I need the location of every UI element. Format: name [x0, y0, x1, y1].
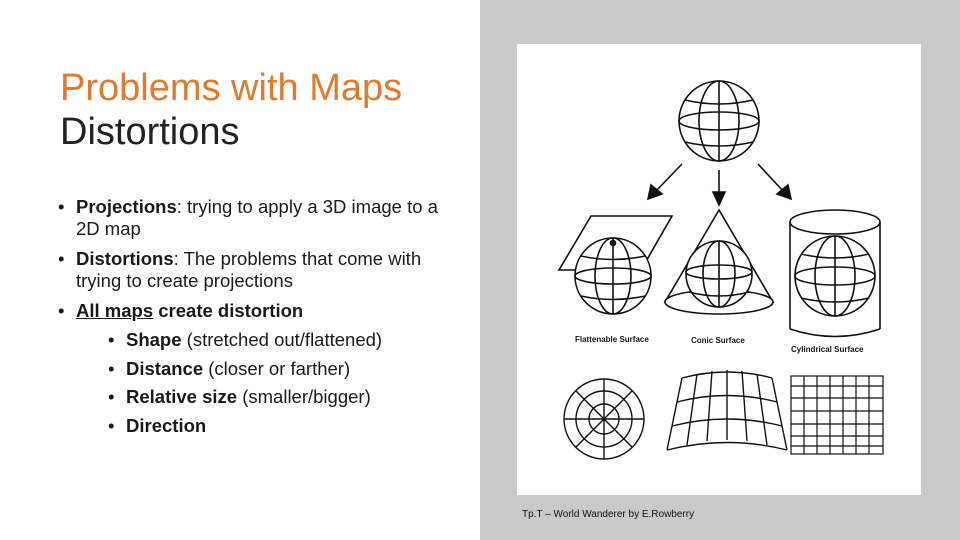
sub-bullet-dot: •: [108, 357, 115, 379]
top-globe-icon: [679, 81, 759, 161]
bullet-term: All maps: [76, 300, 154, 321]
bullet-dot: •: [58, 300, 65, 321]
bullet-term: Projections: [76, 196, 177, 217]
sub-bullet-term: Relative size: [126, 386, 238, 407]
sub-bullet-relative-size: [108, 383, 458, 412]
sub-bullet-dot: •: [108, 329, 115, 350]
title-line-2: Distortions: [60, 111, 240, 153]
conic-surface-label: Conic Surface: [691, 336, 745, 345]
sub-bullet-term: Direction: [126, 414, 207, 436]
sub-bullet-term: Shape: [126, 329, 182, 350]
bullet-term: Distortions: [76, 248, 174, 269]
bullet-sep: :: [173, 248, 179, 269]
sub-bullet-distance: [108, 355, 458, 384]
sub-bullet-term: Distance: [126, 357, 204, 379]
bullet-dot: •: [58, 248, 65, 269]
bullet-list: [58, 196, 458, 448]
cylindrical-surface-label: Cylindrical Surface: [791, 345, 864, 354]
sub-bullet-text: (smaller/bigger): [237, 386, 371, 407]
bullet-text: trying to apply a 3D image to a 2D map: [76, 196, 438, 239]
image-caption: Tp.T – World Wanderer by E.Rowberry: [522, 509, 695, 520]
sub-bullet-direction: [108, 412, 458, 441]
slide-title: [60, 66, 460, 154]
cylindrical-surface-globe-icon: [790, 210, 880, 337]
flattenable-surface-globe-icon: [559, 216, 672, 314]
conic-surface-globe-icon: [665, 210, 773, 314]
projection-diagram: [517, 44, 921, 495]
bullet-distortions: [58, 248, 458, 292]
sub-bullet-list: [76, 326, 458, 440]
bullet-text: create distortion: [153, 300, 304, 321]
title-line-1: Problems with Maps: [60, 67, 403, 109]
azimuthal-projection-icon: [564, 379, 644, 459]
bullet-dot: •: [58, 196, 65, 217]
sub-bullet-dot: •: [108, 414, 115, 436]
bullet-all-maps: [58, 300, 458, 440]
bullet-text: The problems that come with trying to create projections: [76, 248, 422, 291]
bullet-sep: :: [176, 196, 182, 217]
conic-projection-grid-icon: [667, 370, 787, 450]
sub-bullet-text: (closer or farther): [203, 357, 351, 379]
arrow-icons: [648, 164, 791, 205]
projection-diagram-svg: [517, 44, 921, 495]
sub-bullet-shape: [108, 326, 458, 355]
sub-bullet-dot: •: [108, 386, 115, 407]
bullet-projections: [58, 196, 458, 240]
cylindrical-projection-grid-icon: [791, 376, 883, 454]
flattenable-surface-label: Flattenable Surface: [575, 335, 649, 344]
sub-bullet-text: (stretched out/flattened): [181, 329, 383, 350]
